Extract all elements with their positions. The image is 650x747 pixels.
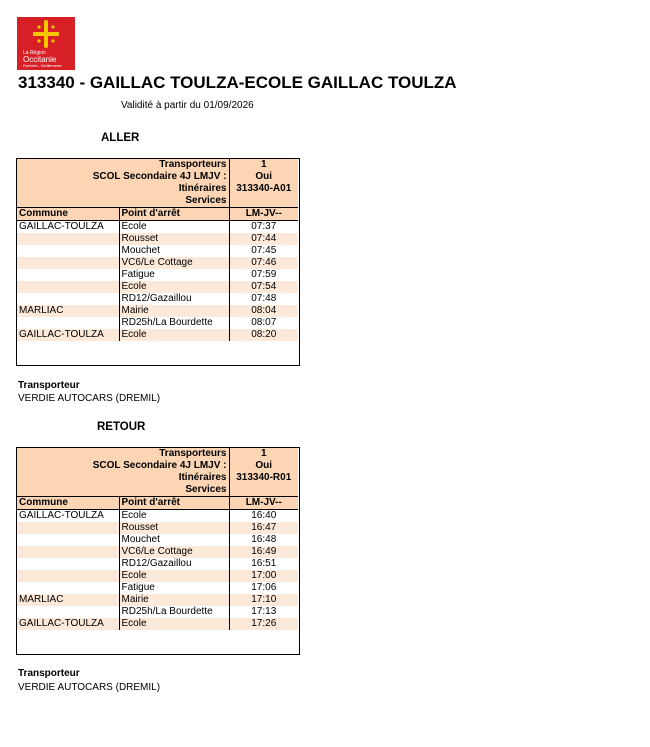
cell-commune: MARLIAC — [17, 305, 119, 317]
table-row — [17, 257, 298, 269]
cell-commune — [17, 570, 119, 582]
aller-header-value: 1 — [229, 159, 298, 171]
table-row — [17, 546, 298, 558]
retour-header-value: 313340-R01 — [229, 472, 298, 484]
retour-header-label: Itinéraires — [17, 472, 229, 484]
cell-commune — [17, 281, 119, 293]
table-row — [17, 606, 298, 618]
cell-stop: Ecole — [119, 618, 229, 630]
table-row — [17, 510, 298, 523]
cell-time: 08:07 — [251, 317, 277, 328]
column-header-point: Point d'arrêt — [119, 497, 229, 510]
cell-commune — [17, 534, 119, 546]
aller-timetable — [17, 159, 298, 341]
aller-carrier-name: VERDIE AUTOCARS (DREMIL) — [18, 393, 161, 404]
cell-stop: Ecole — [119, 329, 229, 341]
table-row — [17, 329, 298, 341]
cell-time: 17:00 — [229, 570, 298, 582]
cell-stop: VC6/Le Cottage — [119, 546, 229, 558]
cell-stop: RD25h/La Bourdette — [119, 317, 229, 329]
column-header-point: Point d'arrêt — [119, 208, 229, 221]
table-row — [17, 570, 298, 582]
cell-stop: Rousset — [119, 233, 229, 245]
section-label-retour: RETOUR — [97, 421, 146, 433]
aller-header-value — [229, 195, 298, 208]
aller-header-label: Services — [17, 195, 229, 208]
cell-stop: VC6/Le Cottage — [119, 257, 229, 269]
section-label-aller: ALLER — [101, 132, 140, 144]
cell-time: 07:59 — [251, 269, 277, 280]
cell-time: 07:44 — [229, 233, 298, 245]
retour-header-value: 1 — [229, 448, 298, 460]
region-occitanie-logo — [17, 17, 75, 70]
cell-stop: Mouchet — [119, 534, 229, 546]
cell-time: 17:10 — [229, 594, 298, 606]
cell-stop: Rousset — [119, 522, 229, 534]
cell-stop: Fatigue — [119, 269, 229, 281]
table-row — [17, 281, 298, 293]
cell-commune — [17, 233, 119, 245]
cell-time: 07:46 — [229, 257, 298, 269]
cell-stop: Fatigue — [119, 582, 229, 594]
retour-header-row — [17, 460, 298, 472]
aller-header-row — [17, 183, 298, 195]
cell-time: 17:06 — [251, 582, 277, 593]
table-row — [17, 582, 298, 594]
aller-header-row — [17, 159, 298, 171]
aller-header-row — [17, 171, 298, 183]
cell-time: 08:04 — [229, 305, 298, 317]
cell-commune — [17, 269, 119, 281]
cell-stop: Mairie — [119, 305, 229, 317]
cell-commune: MARLIAC — [17, 594, 119, 606]
aller-header-label: Transporteurs — [17, 159, 229, 171]
aller-carrier-heading: Transporteur — [18, 380, 80, 391]
aller-header-value: Oui — [229, 171, 298, 183]
cell-time: 07:37 — [251, 221, 277, 232]
cell-time: 16:40 — [251, 510, 277, 521]
aller-header-row — [17, 195, 298, 208]
cell-stop: Mairie — [119, 594, 229, 606]
logo-text-la-region: La Région — [23, 50, 46, 56]
table-row — [17, 317, 298, 329]
aller-header-label: SCOL Secondaire 4J LMJV : — [17, 171, 229, 183]
aller-header-label: Itinéraires — [17, 183, 229, 195]
cell-time: 16:47 — [229, 522, 298, 534]
cell-commune — [17, 582, 119, 594]
column-header-commune: Commune — [17, 208, 119, 221]
cell-time: 07:48 — [251, 293, 277, 304]
cell-commune — [17, 546, 119, 558]
table-row — [17, 245, 298, 257]
retour-carrier-heading: Transporteur — [18, 668, 80, 679]
cell-stop: Ecole — [119, 570, 229, 582]
cell-time: 17:26 — [229, 618, 298, 630]
table-row — [17, 221, 298, 234]
retour-header-label: Transporteurs — [17, 448, 229, 460]
cell-time: 16:51 — [251, 558, 277, 569]
retour-timetable — [17, 448, 298, 630]
retour-header-row — [17, 472, 298, 484]
retour-header-row — [17, 448, 298, 460]
cell-commune — [17, 522, 119, 534]
table-row — [17, 594, 298, 606]
cell-stop: Ecole — [119, 510, 229, 523]
cell-stop: RD25h/La Bourdette — [119, 606, 229, 618]
cell-stop: RD12/Gazaillou — [119, 558, 229, 570]
cell-time: 17:13 — [251, 606, 277, 617]
retour-header-value: Oui — [229, 460, 298, 472]
table-row — [17, 293, 298, 305]
occitan-cross-icon — [33, 20, 59, 48]
aller-header-value: 313340-A01 — [229, 183, 298, 195]
table-row — [17, 618, 298, 630]
retour-header-row — [17, 484, 298, 497]
table-row — [17, 534, 298, 546]
aller-column-header-row — [17, 208, 298, 221]
cell-time: 08:20 — [229, 329, 298, 341]
retour-column-header-row — [17, 497, 298, 510]
cell-commune — [17, 245, 119, 257]
cell-time: 07:54 — [229, 281, 298, 293]
retour-header-label: SCOL Secondaire 4J LMJV : — [17, 460, 229, 472]
table-row — [17, 269, 298, 281]
cell-commune: GAILLAC-TOULZA — [17, 329, 119, 341]
cell-commune: GAILLAC-TOULZA — [19, 510, 104, 521]
cell-stop: Ecole — [119, 281, 229, 293]
cell-commune — [17, 558, 119, 570]
table-row — [17, 233, 298, 245]
page-title: 313340 - GAILLAC TOULZA-ECOLE GAILLAC TOULZA — [18, 73, 457, 92]
cell-stop: RD12/Gazaillou — [119, 293, 229, 305]
cell-stop: Mouchet — [119, 245, 229, 257]
logo-text-occitanie: Occitanie — [23, 55, 57, 64]
cell-commune — [17, 293, 119, 305]
retour-header-value — [229, 484, 298, 497]
logo-text-subtitle: Pyrénées - Méditerranée — [23, 64, 62, 68]
cell-stop: Ecole — [119, 221, 229, 234]
table-row — [17, 305, 298, 317]
table-row — [17, 558, 298, 570]
cell-commune — [17, 317, 119, 329]
validity-date: Validité à partir du 01/09/2026 — [121, 100, 254, 111]
cell-commune — [17, 606, 119, 618]
retour-carrier-name: VERDIE AUTOCARS (DREMIL) — [18, 682, 161, 693]
cell-commune: GAILLAC-TOULZA — [17, 618, 119, 630]
cell-time: 07:45 — [251, 245, 277, 256]
retour-header-label: Services — [17, 484, 229, 497]
table-row — [17, 522, 298, 534]
column-header-commune: Commune — [17, 497, 119, 510]
cell-time: 16:48 — [251, 534, 277, 545]
cell-commune: GAILLAC-TOULZA — [19, 221, 104, 232]
cell-commune — [17, 257, 119, 269]
cell-time: 16:49 — [229, 546, 298, 558]
column-header-days: LM-JV-- — [229, 208, 298, 221]
column-header-days: LM-JV-- — [229, 497, 298, 510]
